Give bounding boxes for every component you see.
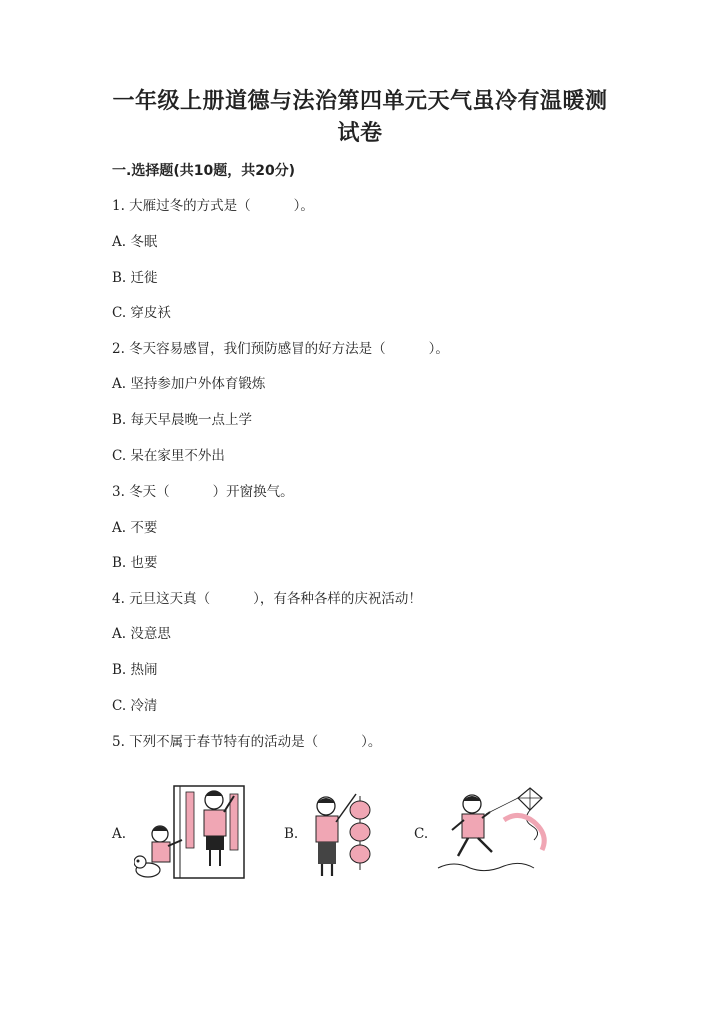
question-4-stem: 4. 元旦这天真（ ），有各种各样的庆祝活动！	[112, 591, 422, 607]
question-4-option-a[interactable]: A. 没意思	[112, 626, 171, 642]
section-title: 一.选择题(共10题，共20分)	[112, 163, 296, 179]
question-2-option-a[interactable]: A. 坚持参加户外体育锻炼	[112, 376, 266, 392]
title-line-2: 试卷	[337, 121, 383, 146]
question-1-option-b[interactable]: B. 迁徙	[112, 270, 158, 286]
question-2-option-b[interactable]: B. 每天早晨晚一点上学	[112, 412, 253, 428]
question-5-option-b[interactable]	[284, 780, 394, 890]
couplet-illustration	[134, 780, 252, 885]
question-5-option-a[interactable]	[112, 780, 252, 890]
question-1-option-c[interactable]: C. 穿皮袄	[112, 305, 171, 321]
option-a-label: A.	[112, 826, 127, 842]
question-2-option-c[interactable]: C. 呆在家里不外出	[112, 448, 225, 464]
lantern-illustration	[306, 790, 386, 880]
question-3-stem: 3. 冬天（ ）开窗换气。	[112, 484, 294, 500]
question-2-stem: 2. 冬天容易感冒，我们预防感冒的好方法是（ ）。	[112, 341, 449, 357]
title-line-1: 一年级上册道德与法治第四单元天气虽冷有温暖测	[112, 89, 608, 114]
option-b-label: B.	[284, 826, 299, 842]
question-3-option-a[interactable]: A. 不要	[112, 520, 158, 536]
page-title	[0, 86, 720, 150]
kite-illustration	[434, 780, 564, 880]
question-5-stem: 5. 下列不属于春节特有的活动是（ ）。	[112, 734, 382, 750]
question-1-stem: 1. 大雁过冬的方式是（ ）。	[112, 198, 314, 214]
question-4-option-b[interactable]: B. 热闹	[112, 662, 158, 678]
option-c-label: C.	[414, 826, 429, 842]
question-5-option-c[interactable]	[414, 780, 564, 890]
question-3-option-b[interactable]: B. 也要	[112, 555, 158, 571]
question-1-option-a[interactable]: A. 冬眠	[112, 234, 158, 250]
question-4-option-c[interactable]: C. 冷清	[112, 698, 158, 714]
